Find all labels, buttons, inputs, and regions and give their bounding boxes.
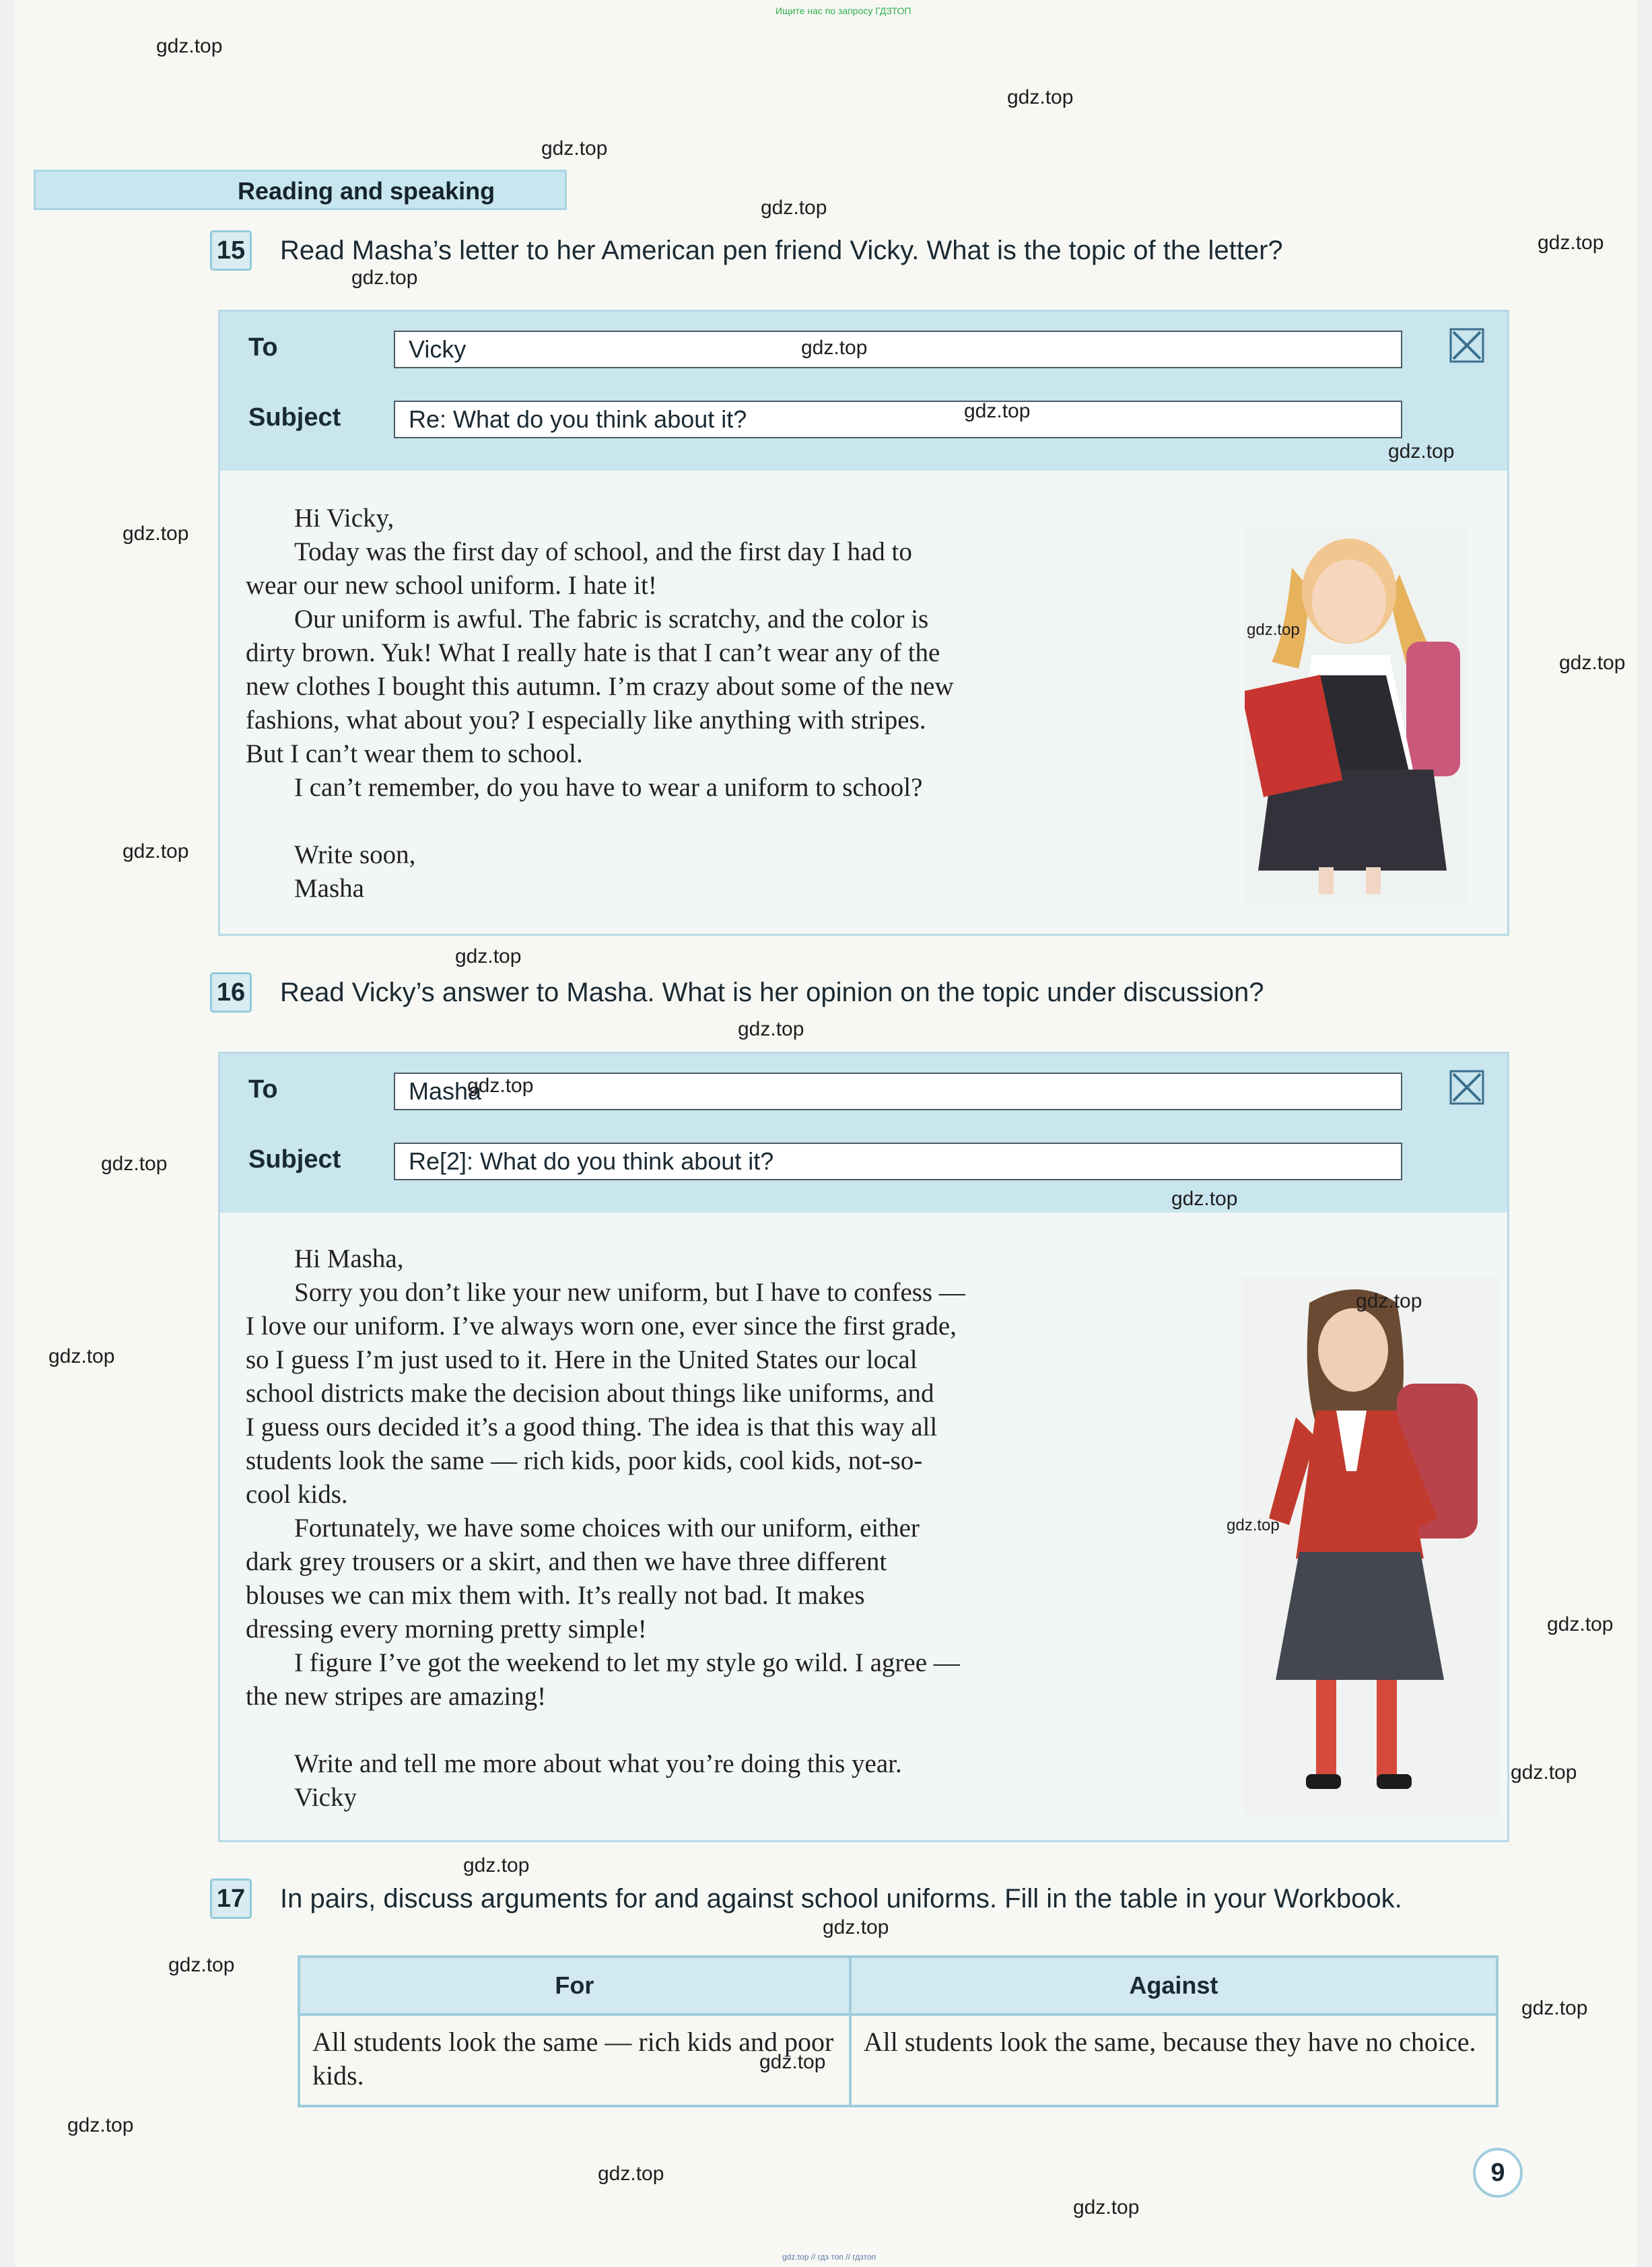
watermark: gdz.top [1388, 440, 1455, 463]
watermark: gdz.top [823, 1916, 889, 1938]
watermark: gdz.top [1073, 2196, 1140, 2219]
watermark: gdz.top [1007, 86, 1074, 108]
close-icon[interactable] [1449, 1070, 1484, 1105]
letter-signature: Vicky [294, 1783, 357, 1812]
letter-greeting: Hi Vicky, [294, 504, 394, 533]
watermark: gdz.top [48, 1345, 115, 1367]
section-title: Reading and speaking [238, 177, 495, 205]
exercise-17-instruction: In pairs, discuss arguments for and against school uniforms. Fill in the table in your Workbook. [280, 1884, 1402, 1914]
to-field[interactable]: Vicky [394, 331, 1402, 368]
letter-signature: Masha [294, 874, 364, 903]
section-banner [34, 170, 567, 210]
letter-line: school districts make the decision about things like uniforms, and [246, 1379, 934, 1408]
watermark: gdz.top [467, 1075, 534, 1097]
schoolgirl-with-book-illustration [1245, 527, 1467, 904]
letter-line: new clothes I bought this autumn. I’m crazy about some of the new [246, 672, 954, 701]
watermark: gdz.top [1247, 621, 1300, 639]
watermark: gdz.top [1538, 232, 1604, 254]
letter-line: Fortunately, we have some choices with our uniform, either [294, 1514, 920, 1543]
exercise-number-16: 16 [210, 972, 252, 1013]
letter-line: Our uniform is awful. The fabric is scratchy, and the color is [294, 605, 929, 634]
watermark: gdz.top [351, 267, 418, 289]
letter-line: blouses we can mix them with. It’s really not bad. It makes [246, 1581, 865, 1610]
letter-line: dark grey trousers or a skirt, and then we have three different [246, 1547, 887, 1576]
subject-field[interactable]: Re[2]: What do you think about it? [394, 1143, 1402, 1180]
table-row [299, 2015, 1497, 2106]
watermark: gdz.top [1547, 1613, 1614, 1635]
letter-greeting: Hi Masha, [294, 1244, 404, 1273]
column-header-for: For [299, 1957, 850, 2015]
column-header-against: Against [850, 1957, 1497, 2015]
letter-line: so I guess I’m just used to it. Here in the United States our local [246, 1345, 918, 1374]
close-icon[interactable] [1449, 328, 1484, 363]
watermark: gdz.top [67, 2114, 134, 2136]
exercise-15-instruction: Read Masha’s letter to her American pen friend Vicky. What is the topic of the letter? [280, 236, 1283, 265]
watermark: gdz.top [541, 137, 608, 160]
letter-body [246, 502, 1229, 906]
exercise-number-15: 15 [210, 230, 252, 271]
email-masha-to-vicky [218, 310, 1509, 936]
letter-line: dressing every morning pretty simple! [246, 1615, 647, 1644]
subject-field[interactable]: Re: What do you think about it? [394, 401, 1402, 438]
footer-note: gdz.top // гдз топ // гдзтоп [782, 2252, 876, 2262]
letter-line: I can’t remember, do you have to wear a uniform to school? [294, 773, 923, 802]
letter-line: dirty brown. Yuk! What I really hate is that I can’t wear any of the [246, 638, 940, 667]
watermark: gdz.top [738, 1018, 804, 1040]
arguments-table [298, 1955, 1499, 2107]
letter-line: fashions, what about you? I especially like anything with stripes. [246, 706, 926, 735]
email-header [220, 312, 1507, 471]
letter-line: But I can’t wear them to school. [246, 739, 583, 768]
watermark: gdz.top [156, 35, 223, 57]
letter-line: I love our uniform. I’ve always worn one, ever since the first grade, [246, 1312, 957, 1341]
watermark: gdz.top [101, 1153, 168, 1175]
watermark: gdz.top [1356, 1290, 1422, 1312]
letter-line: Today was the first day of school, and the first day I had to [294, 537, 912, 566]
watermark: gdz.top [455, 945, 522, 968]
watermark: gdz.top [801, 337, 868, 359]
to-label: To [248, 333, 278, 362]
letter-closing: Write and tell me more about what you’re doing this year. [294, 1749, 902, 1778]
subject-label: Subject [248, 1145, 341, 1174]
letter-body [246, 1242, 1229, 1815]
schoolgirl-with-backpack-illustration [1242, 1276, 1498, 1815]
table-cell: All students look the same, because they have no choice. [850, 2015, 1497, 2106]
letter-closing: Write soon, [294, 840, 416, 869]
textbook-page [15, 0, 1637, 2267]
watermark: gdz.top [463, 1854, 530, 1876]
watermark: gdz.top [168, 1954, 235, 1976]
page-number: 9 [1473, 2148, 1523, 2198]
letter-line: Sorry you don’t like your new uniform, but I have to confess — [294, 1278, 965, 1307]
watermark: gdz.top [1521, 1997, 1588, 2019]
to-field[interactable]: Masha [394, 1073, 1402, 1110]
to-label: To [248, 1075, 278, 1104]
email-header [220, 1054, 1507, 1213]
letter-line: the new stripes are amazing! [246, 1682, 547, 1711]
letter-line: I guess ours decided it’s a good thing. The idea is that this way all [246, 1413, 938, 1442]
subject-label: Subject [248, 403, 341, 432]
watermark: gdz.top [1171, 1188, 1238, 1210]
exercise-number-17: 17 [210, 1879, 252, 1919]
exercise-16-instruction: Read Vicky’s answer to Masha. What is her opinion on the topic under discussion? [280, 978, 1264, 1007]
table-cell: All students look the same — rich kids and poor kids. [299, 2015, 850, 2106]
watermark: gdz.top [761, 197, 827, 219]
letter-line: wear our new school uniform. I hate it! [246, 571, 657, 600]
watermark: gdz.top [1511, 1761, 1577, 1784]
letter-line: I figure I’ve got the weekend to let my style go wild. I agree — [294, 1648, 960, 1677]
watermark: gdz.top [759, 2051, 826, 2073]
watermark: gdz.top [598, 2163, 664, 2185]
table-header-row [299, 1957, 1497, 2015]
header-note: Ищите нас по запросу ГДЗТОП [776, 5, 911, 16]
watermark: gdz.top [123, 840, 189, 862]
watermark: gdz.top [1559, 652, 1626, 674]
watermark: gdz.top [1227, 1516, 1280, 1534]
watermark: gdz.top [123, 522, 189, 545]
letter-line: cool kids. [246, 1480, 348, 1509]
email-vicky-to-masha [218, 1052, 1509, 1842]
watermark: gdz.top [964, 400, 1031, 422]
letter-line: students look the same — rich kids, poor kids, cool kids, not-so- [246, 1446, 923, 1475]
